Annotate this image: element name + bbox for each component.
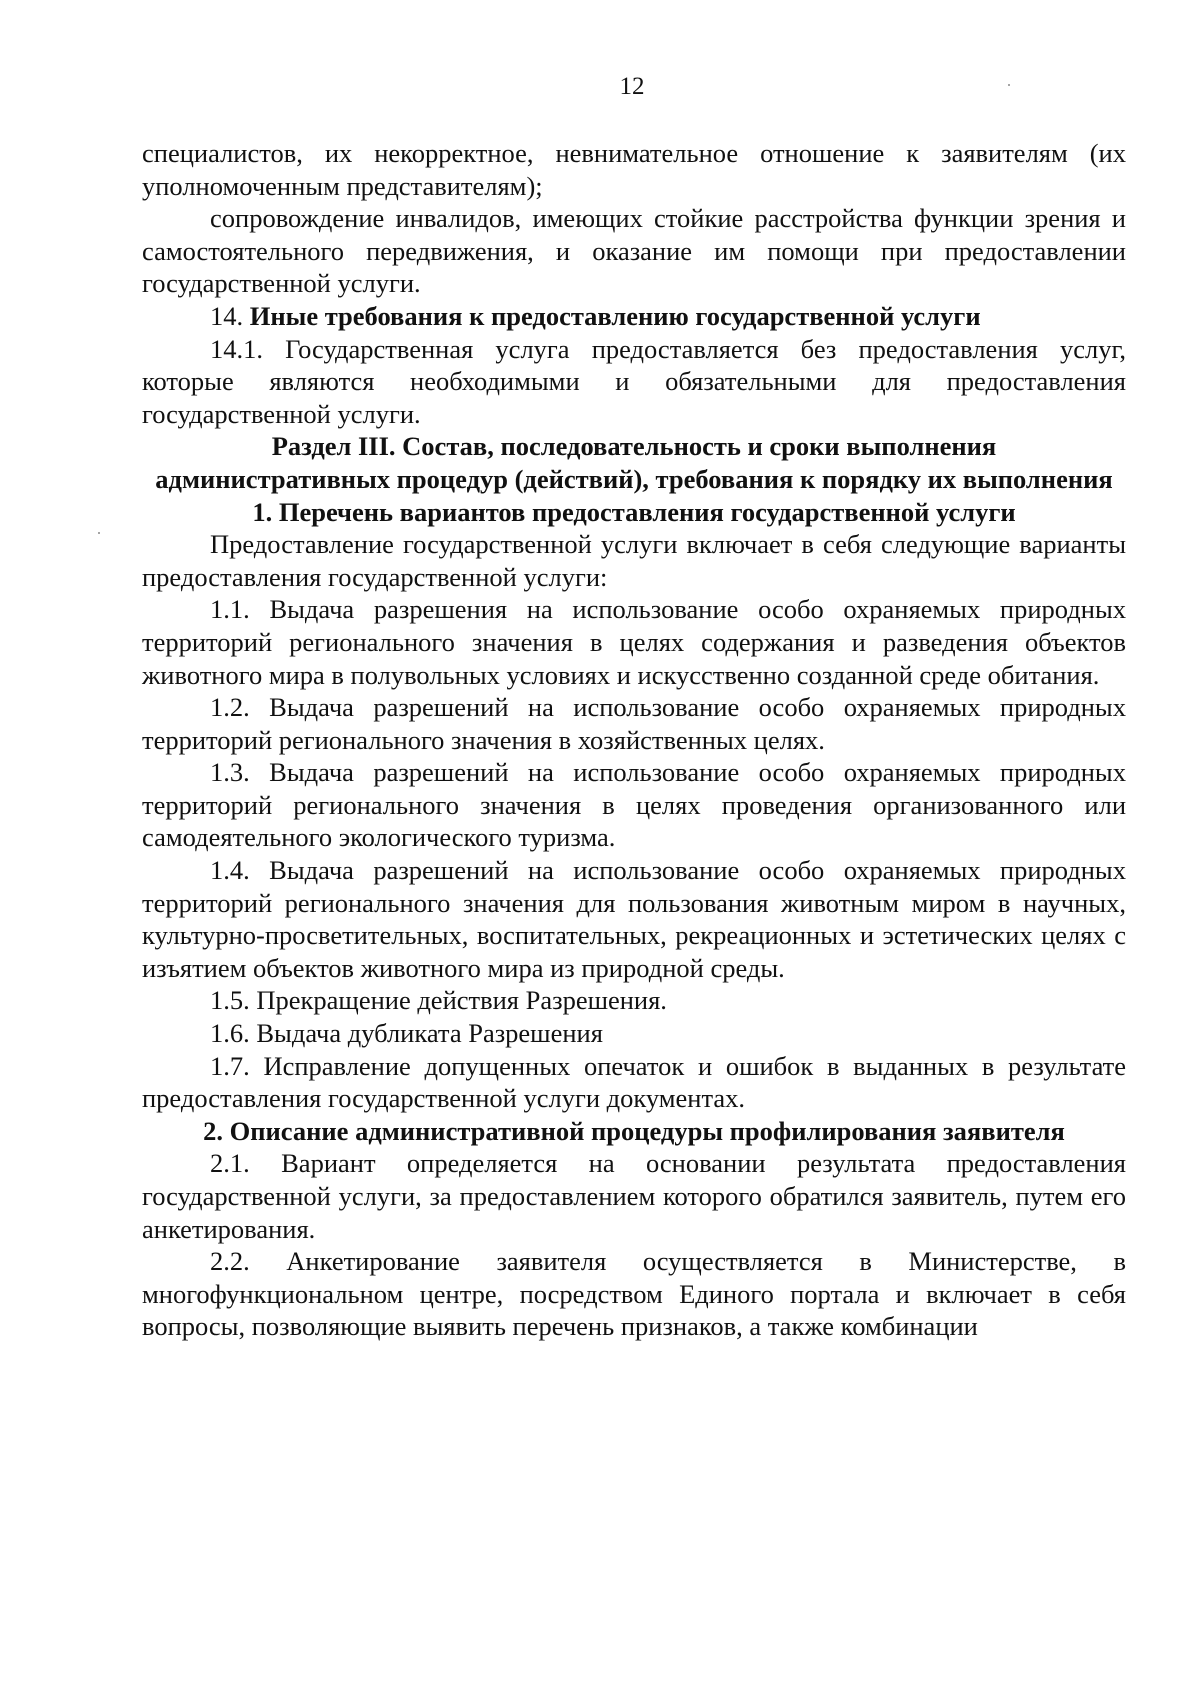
list-item: 1.2. Выдача разрешений на использование особо охраняемых природных территорий регионального значения в хозяйственных целях. <box>142 692 1126 755</box>
list-item: 1.4. Выдача разрешений на использование особо охраняемых природных территорий регионального значения для пользования животным миром в научных, культурно-просветительных, воспитательных, рекреационных и эстетических целях с изъятием объектов животного мира из природной среды. <box>142 855 1126 983</box>
scan-speck <box>98 532 100 534</box>
list-item: 2.2. Анкетирование заявителя осуществляется в Министерстве, в многофункциональном центре, посредством Единого портала и включает в себя вопросы, позволяющие выявить перечень признаков, а также комбинации <box>142 1246 1126 1342</box>
section-14-title: Иные требования к предоставлению государственной услуги <box>249 300 981 331</box>
section-14-number: 14. <box>210 300 244 331</box>
part-1-title: 1. Перечень вариантов предоставления государственной услуги <box>252 496 1016 527</box>
document-body <box>142 137 1126 1343</box>
part-1-intro: Предоставление государственной услуги включает в себя следующие варианты предоставления государственной услуги: <box>142 529 1126 592</box>
list-item: 1.7. Исправление допущенных опечаток и ошибок в выданных в результате предоставления государственной услуги документах. <box>142 1050 1126 1114</box>
list-item: 1.3. Выдача разрешений на использование особо охраняемых природных территорий регионального значения в целях проведения организованного или самодеятельного экологического туризма. <box>142 757 1126 853</box>
page-number: 12 <box>619 73 645 100</box>
item-14-1: 14.1. Государственная услуга предоставляется без предоставления услуг, которые являются необходимыми и обязательными для предоставления государственной услуги. <box>142 333 1126 429</box>
section-14-heading <box>142 300 1126 333</box>
scan-speck <box>1008 84 1010 86</box>
list-item: 1.5. Прекращение действия Разрешения. <box>210 985 667 1016</box>
part-2-title: 2. Описание административной процедуры профилирования заявителя <box>203 1115 1065 1146</box>
section-3-title: Раздел III. Состав, последовательность и сроки выполнения административных процедур (действий), требования к порядку их выполнения <box>155 431 1113 494</box>
paragraph-continuation: специалистов, их некорректное, невнимательное отношение к заявителям (их уполномоченным представителям); <box>142 138 1126 201</box>
list-item: 1.6. Выдача дубликата Разрешения <box>210 1018 603 1049</box>
paragraph-accompaniment: сопровождение инвалидов, имеющих стойкие расстройства функции зрения и самостоятельного передвижения, и оказание им помощи при предоставлении государственной услуги. <box>142 203 1126 299</box>
list-item: 1.1. Выдача разрешения на использование особо охраняемых природных территорий регионального значения в целях содержания и разведения объектов животного мира в полувольных условиях и искусственно созданной среде обитания. <box>142 594 1126 690</box>
list-item: 2.1. Вариант определяется на основании результата предоставления государственной услуги, за предоставлением которого обратился заявитель, путем его анкетирования. <box>142 1148 1126 1244</box>
